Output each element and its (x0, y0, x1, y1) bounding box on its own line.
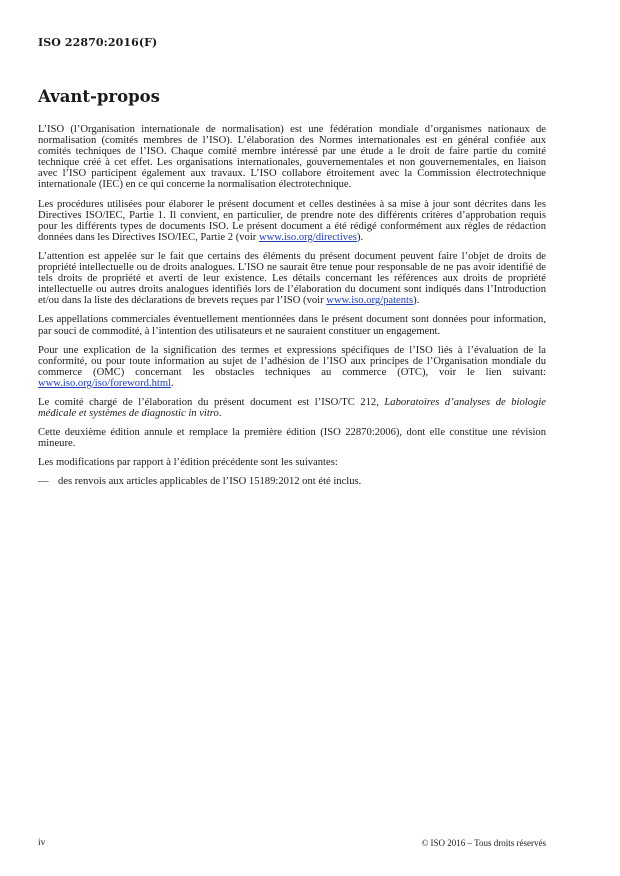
document-identifier: ISO 22870:2016(F) (38, 36, 158, 49)
paragraph-conformity-text: Pour une explication de la signification des termes et expressions spécifiques de l’ISO liés à l’évaluation de la conformité, ou pour toute information au sujet de l’adhésion de l’ISO aux principes de l’Organisation mondiale du commerce (OMC) concernant les obstacles techniques au commerce (OTC), voir le lien suivant: (38, 344, 546, 378)
list-dash: — (38, 476, 49, 488)
foreword-link[interactable]: www.iso.org/iso/foreword.html (38, 377, 172, 389)
paragraph-procedures (38, 199, 546, 243)
paragraph-procedures-text: Les procédures utilisées pour élaborer le présent document et celles destinées à sa mise à jour sont décrites dans les Directives ISO/IEC, Partie 1. Il convient, en particulier, de prendre note des différents critères d’approbation requis pour les différents types de documents ISO. Le présent document a été rédigé conformément aux règles de rédaction données dans les Directives ISO/IEC, Partie 2 (voir (38, 198, 546, 243)
paragraph-conformity-end: . (171, 377, 174, 389)
section-title: Avant-propos (38, 87, 160, 106)
copyright-notice: © ISO 2016 – Tous droits réservés (421, 838, 546, 848)
list-item (38, 476, 546, 487)
paragraph-patents (38, 251, 546, 306)
list-item-text: des renvois aux articles applicables de l’ISO 15189:2012 ont été inclus. (58, 476, 362, 488)
foreword-body (38, 124, 546, 496)
paragraph-committee (38, 397, 546, 419)
patents-link[interactable]: www.iso.org/patents (326, 295, 414, 307)
paragraph-iso-organisation: L’ISO (l’Organisation internationale de normalisation) est une fédération mondiale d’organismes nationaux de normalisation (comités membres de l’ISO). L’élaboration des Normes internationales est en général confiée aux comités techniques de l’ISO. Chaque comité membre intéressé par une étude a le droit de faire partie du comité technique créé à cet effet. Les organisations internationales, gouvernementales et non gouvernementales, en liaison avec l’ISO participent également aux travaux. L’ISO collabore étroitement avec la Commission électrotechnique internationale (IEC) en ce qui concerne la normalisation électrotechnique. (38, 124, 546, 191)
paragraph-trade-names: Les appellations commerciales éventuellement mentionnées dans le présent document sont données pour information, par souci de commodité, à l’intention des utilisateurs et ne sauraient constituer un engagement. (38, 314, 546, 337)
committee-title: Laboratoires d’analyses de biologie médicale et systèmes de diagnostic in vitro (38, 396, 546, 420)
paragraph-procedures-end: ). (356, 231, 364, 243)
directives-link[interactable]: www.iso.org/directives (258, 231, 357, 243)
page-number: iv (38, 838, 46, 848)
paragraph-edition: Cette deuxième édition annule et remplace la première édition (ISO 22870:2006), dont elle constitue une révision mineure. (38, 427, 546, 450)
paragraph-committee-end: . (218, 408, 222, 420)
paragraph-conformity (38, 345, 546, 389)
paragraph-patents-end: ). (413, 295, 420, 307)
paragraph-patents-text: L’attention est appelée sur le fait que certains des éléments du présent document peuvent faire l’objet de droits de propriété intellectuelle ou de droits analogues. L’ISO ne saurait être tenue pour responsable de ne pas avoir identifié de tels droits de propriété et averti de leur existence. Les détails concernant les références aux droits de propriété intellectuelle ou autres droits analogues identifiés lors de l’élaboration du document sont indiqués dans l’Introduction et/ou dans la liste des déclarations de brevets reçues par l’ISO (voir (38, 250, 546, 307)
paragraph-modifications: Les modifications par rapport à l’édition précédente sont les suivantes: (38, 457, 338, 469)
paragraph-committee-text: Le comité chargé de l’élaboration du présent document est l’ISO/TC 212, (38, 396, 385, 408)
